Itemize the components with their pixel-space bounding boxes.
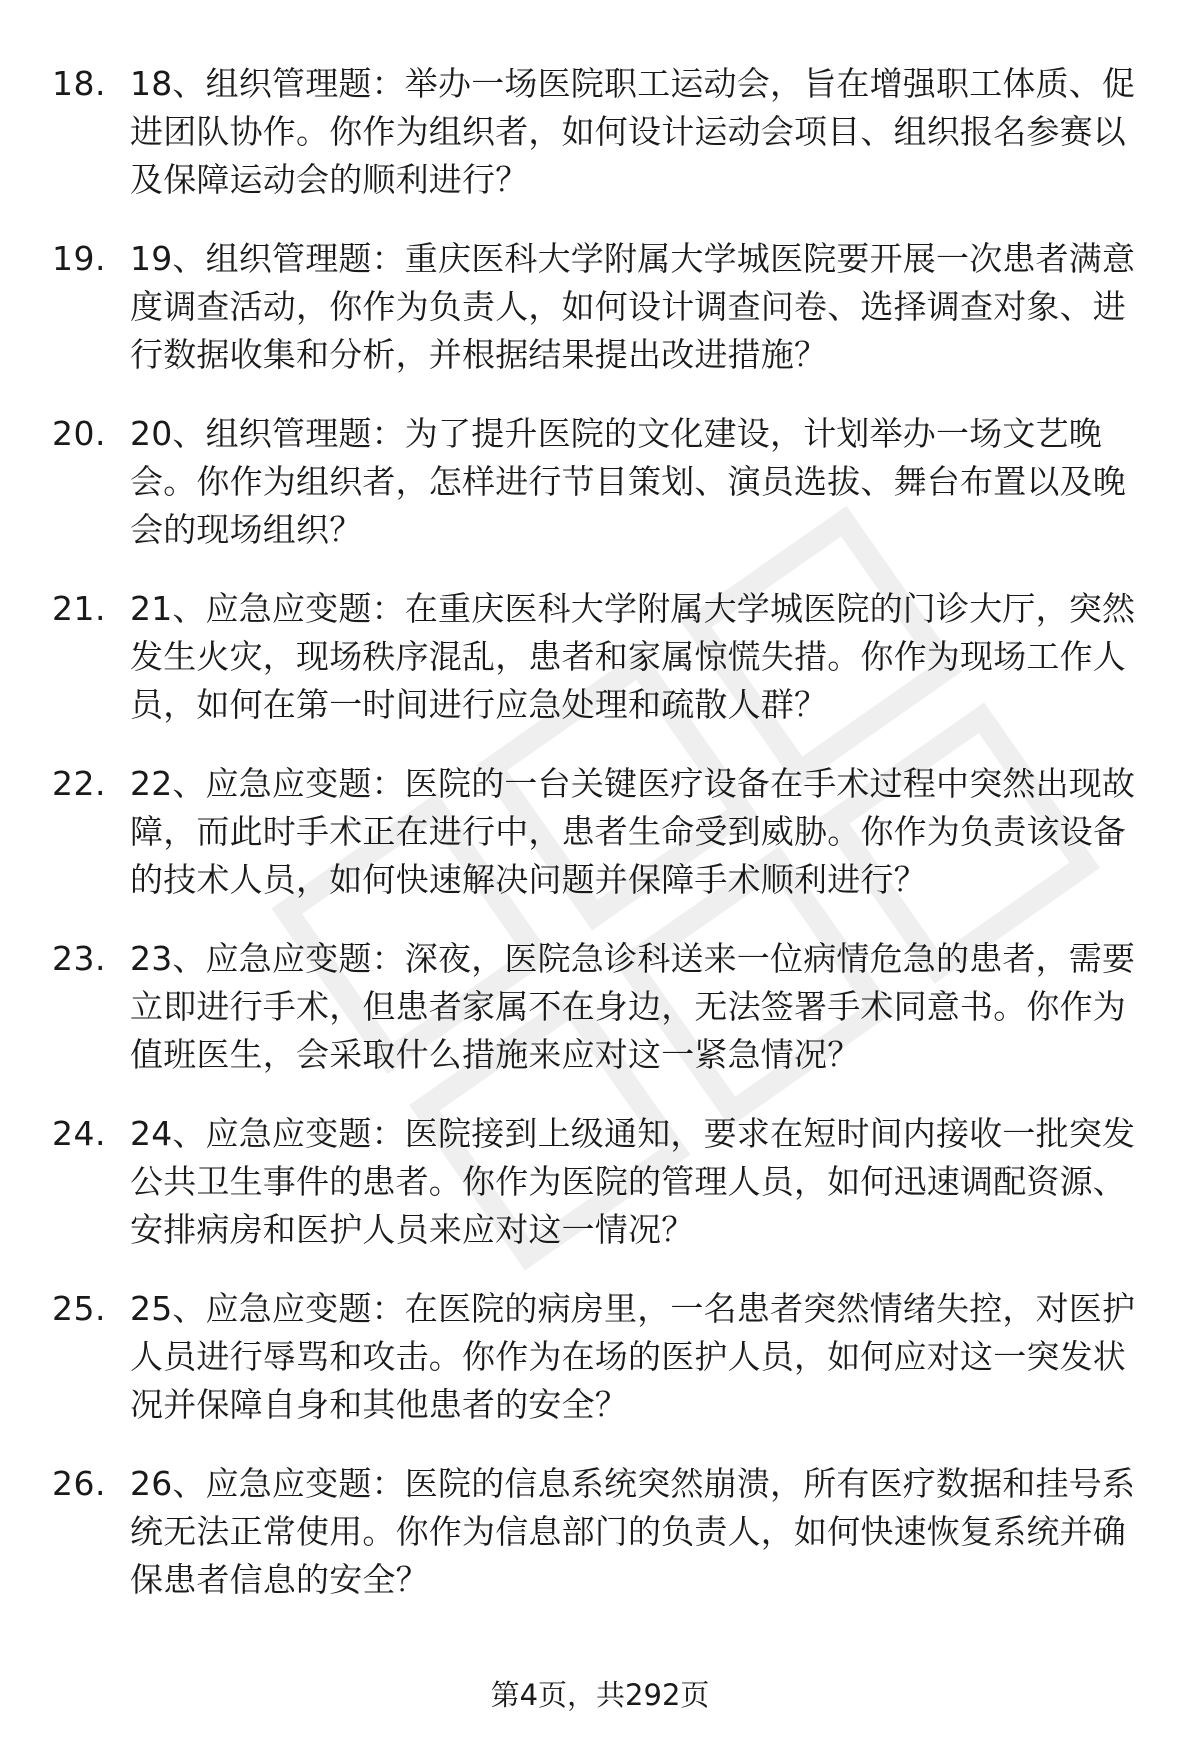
question-text: 20、组织管理题：为了提升医院的文化建设，计划举办一场文艺晚会。你作为组织者，怎样进行节目策划、演员选拔、舞台布置以及晚会的现场组织？ (130, 414, 1126, 549)
question-number: 18. (52, 64, 106, 103)
question-number: 20. (52, 414, 106, 453)
question-text: 23、应急应变题：深夜，医院急诊科送来一位病情危急的患者，需要立即进行手术，但患者家属不在身边，无法签署手术同意书。你作为值班医生，会采取什么措施来应对这一紧急情况？ (130, 939, 1136, 1074)
question-number: 23. (52, 939, 106, 978)
question-text: 21、应急应变题：在重庆医科大学附属大学城医院的门诊大厅，突然发生火灾，现场秩序混乱，患者和家属惊慌失措。你作为现场工作人员，如何在第一时间进行应急处理和疏散人群？ (130, 589, 1136, 724)
page-footer: 第4页，共292页 (490, 1678, 710, 1712)
question-number: 25. (52, 1289, 106, 1328)
question-number: 22. (52, 764, 106, 803)
question-text: 19、组织管理题：重庆医科大学附属大学城医院要开展一次患者满意度调查活动，你作为负责人，如何设计调查问卷、选择调查对象、进行数据收集和分析，并根据结果提出改进措施？ (130, 239, 1136, 374)
question-text: 22、应急应变题：医院的一台关键医疗设备在手术过程中突然出现故障，而此时手术正在进行中，患者生命受到威胁。你作为负责该设备的技术人员，如何快速解决问题并保障手术顺利进行？ (130, 764, 1136, 899)
question-number: 21. (52, 589, 106, 628)
question-text: 25、应急应变题：在医院的病房里，一名患者突然情绪失控，对医护人员进行辱骂和攻击。你作为在场的医护人员，如何应对这一突发状况并保障自身和其他患者的安全？ (130, 1289, 1136, 1424)
question-number: 26. (52, 1464, 106, 1503)
question-text: 24、应急应变题：医院接到上级通知，要求在短时间内接收一批突发公共卫生事件的患者。你作为医院的管理人员，如何迅速调配资源、安排病房和医护人员来应对这一情况？ (130, 1114, 1136, 1249)
question-text: 26、应急应变题：医院的信息系统突然崩溃，所有医疗数据和挂号系统无法正常使用。你作为信息部门的负责人，如何快速恢复系统并确保患者信息的安全？ (130, 1464, 1136, 1599)
question-text: 18、组织管理题：举办一场医院职工运动会，旨在增强职工体质、促进团队协作。你作为组织者，如何设计运动会项目、组织报名参赛以及保障运动会的顺利进行？ (130, 64, 1136, 199)
question-number: 24. (52, 1114, 106, 1153)
question-number: 19. (52, 239, 106, 278)
